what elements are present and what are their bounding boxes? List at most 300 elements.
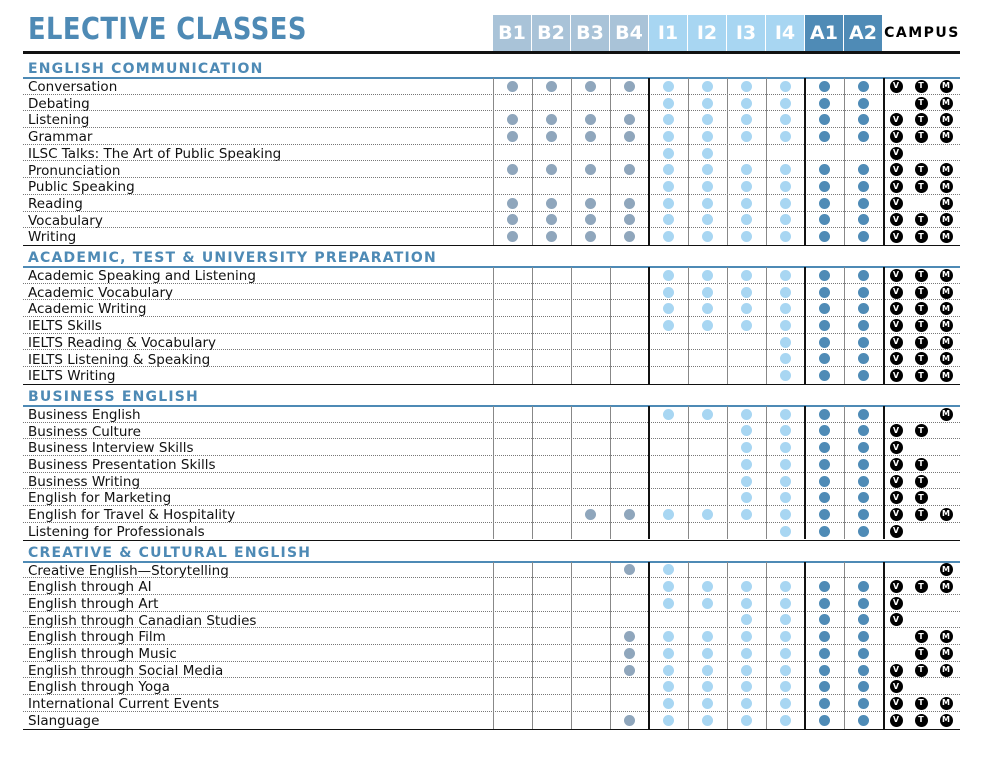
table-row [23,506,960,523]
level-dot-i2 [702,164,713,175]
level-dot-a1 [819,287,830,298]
class-name: English through Music [28,646,177,662]
section-title: BUSINESS ENGLISH [28,388,199,405]
class-name: Conversation [28,79,118,95]
table-row [23,178,960,195]
campus-badge-t: T [915,319,928,332]
level-dot-a2 [858,665,869,676]
level-dot-i3 [741,476,752,487]
level-dot-i4 [780,681,791,692]
level-dot-i2 [702,231,713,242]
column-divider [610,562,611,729]
level-dot-i1 [663,564,674,575]
level-header-i4: I4 [766,15,804,51]
level-dot-i4 [780,214,791,225]
level-dot-b3 [585,509,596,520]
campus-badge-v: V [890,147,903,160]
level-dot-i1 [663,81,674,92]
level-dot-b4 [624,214,635,225]
level-dot-a2 [858,287,869,298]
column-divider [688,562,689,729]
level-dot-a2 [858,181,869,192]
table-row [23,228,960,245]
page-title: ELECTIVE CLASSES [28,12,307,47]
level-dot-a2 [858,581,869,592]
class-name: Business Presentation Skills [28,457,216,473]
level-dot-b4 [624,648,635,659]
section-title: CREATIVE & CULTURAL ENGLISH [28,544,312,561]
class-name: Business Culture [28,423,141,440]
level-dot-i1 [663,270,674,281]
level-header-a2: A2 [844,15,882,51]
level-dot-i1 [663,581,674,592]
level-dot-a1 [819,509,830,520]
campus-badge-v: V [890,213,903,226]
level-dot-i3 [741,598,752,609]
class-name: Writing [28,229,77,246]
table-row [23,162,960,179]
level-dot-i3 [741,681,752,692]
level-dot-i1 [663,303,674,314]
level-dot-a2 [858,337,869,348]
level-dot-a1 [819,648,830,659]
level-dot-i3 [741,459,752,470]
level-dot-i4 [780,287,791,298]
level-dot-b1 [507,231,518,242]
column-divider [571,406,572,540]
column-divider [532,406,533,540]
level-dot-i2 [702,214,713,225]
section-bottom-rule [23,384,960,385]
table-row [23,645,960,662]
level-dot-a1 [819,459,830,470]
level-dot-a1 [819,181,830,192]
level-dot-i4 [780,231,791,242]
campus-badge-m: M [940,563,953,576]
level-dot-i3 [741,181,752,192]
level-dot-i4 [780,492,791,503]
level-dot-a1 [819,303,830,314]
class-name: Public Speaking [28,179,135,196]
campus-badge-v: V [890,230,903,243]
level-dot-i3 [741,715,752,726]
level-dot-a2 [858,598,869,609]
level-dot-a2 [858,164,869,175]
class-name: IELTS Writing [28,368,116,385]
level-dot-a2 [858,698,869,709]
level-dot-a1 [819,614,830,625]
level-dot-i1 [663,214,674,225]
column-divider [883,406,885,540]
level-dot-i3 [741,198,752,209]
column-divider [610,78,611,245]
campus-badge-v: V [890,597,903,610]
column-divider [883,562,885,729]
campus-badge-t: T [915,352,928,365]
campus-badge-t: T [915,508,928,521]
level-dot-a2 [858,476,869,487]
level-dot-a1 [819,715,830,726]
table-row [23,95,960,112]
level-dot-a1 [819,114,830,125]
campus-badge-t: T [915,286,928,299]
table-row [23,628,960,645]
campus-badge-t: T [915,424,928,437]
level-dot-i4 [780,459,791,470]
campus-badge-v: V [890,491,903,504]
campus-badge-v: V [890,80,903,93]
level-dot-i1 [663,598,674,609]
class-name: IELTS Reading & Vocabulary [28,334,217,351]
level-header-b2: B2 [532,15,570,51]
class-name: Debating [28,95,90,112]
campus-badge-t: T [915,80,928,93]
section-bottom-rule [23,540,960,541]
campus-badge-v: V [890,458,903,471]
level-dot-i4 [780,581,791,592]
level-dot-i3 [741,131,752,142]
level-dot-i1 [663,665,674,676]
campus-badge-t: T [915,180,928,193]
level-dot-i4 [780,509,791,520]
column-divider [648,562,650,729]
campus-badge-v: V [890,680,903,693]
campus-badge-v: V [890,613,903,626]
campus-badge-m: M [940,302,953,315]
level-dot-b2 [546,131,557,142]
section-bottom-rule [23,729,960,730]
level-dot-a2 [858,526,869,537]
level-dot-i3 [741,581,752,592]
level-dot-b2 [546,214,557,225]
level-dot-i2 [702,509,713,520]
campus-badge-v: V [890,352,903,365]
column-divider [648,78,650,245]
table-row [23,367,960,384]
section-title: ENGLISH COMMUNICATION [28,61,264,77]
table-row [23,406,960,423]
level-dot-b3 [585,131,596,142]
level-dot-a2 [858,425,869,436]
class-name: IELTS Skills [28,318,102,335]
level-dot-b3 [585,164,596,175]
campus-badge-v: V [890,580,903,593]
campus-badge-v: V [890,424,903,437]
level-dot-i4 [780,698,791,709]
table-row [23,145,960,162]
level-dot-i1 [663,409,674,420]
column-divider [727,406,728,540]
level-dot-i2 [702,303,713,314]
level-dot-b4 [624,114,635,125]
level-dot-i4 [780,631,791,642]
level-dot-i2 [702,409,713,420]
class-name: Academic Speaking and Listening [28,268,256,284]
level-header-i3: I3 [727,15,765,51]
level-dot-b3 [585,114,596,125]
level-dot-i3 [741,81,752,92]
level-dot-i4 [780,442,791,453]
class-name: English through AI [28,579,152,596]
level-dot-i2 [702,665,713,676]
campus-badge-m: M [940,336,953,349]
level-dot-i1 [663,164,674,175]
level-dot-i3 [741,509,752,520]
level-dot-a2 [858,231,869,242]
level-dot-i2 [702,598,713,609]
level-dot-i4 [780,270,791,281]
campus-badge-m: M [940,580,953,593]
column-divider [610,406,611,540]
class-name: English for Marketing [28,490,172,507]
level-dot-i2 [702,131,713,142]
level-dot-i4 [780,181,791,192]
table-row [23,111,960,128]
level-dot-i4 [780,648,791,659]
campus-badge-v: V [890,197,903,210]
level-dot-i1 [663,114,674,125]
column-divider [804,78,806,245]
level-dot-a2 [858,81,869,92]
level-dot-i1 [663,698,674,709]
class-name: Reading [28,195,83,212]
level-dot-b3 [585,198,596,209]
level-dot-i4 [780,320,791,331]
campus-badge-v: V [890,286,903,299]
level-dot-a1 [819,665,830,676]
campus-badge-t: T [915,97,928,110]
campus-badge-v: V [890,508,903,521]
class-name: Business Interview Skills [28,440,194,457]
column-divider [493,267,494,384]
campus-badge-t: T [915,336,928,349]
level-dot-i4 [780,370,791,381]
level-dot-a2 [858,681,869,692]
level-dot-i4 [780,715,791,726]
level-dot-i3 [741,698,752,709]
level-dot-a2 [858,715,869,726]
level-dot-i3 [741,164,752,175]
level-dot-a2 [858,214,869,225]
level-dot-i1 [663,631,674,642]
level-dot-b4 [624,509,635,520]
level-dot-i1 [663,98,674,109]
table-row [23,317,960,334]
level-dot-i2 [702,581,713,592]
table-row [23,128,960,145]
campus-badge-m: M [940,230,953,243]
level-dot-i4 [780,614,791,625]
campus-badge-m: M [940,163,953,176]
campus-badge-m: M [940,213,953,226]
level-dot-i1 [663,320,674,331]
level-dot-i4 [780,81,791,92]
campus-badge-t: T [915,163,928,176]
level-dot-a1 [819,198,830,209]
campus-badge-m: M [940,408,953,421]
level-dot-a1 [819,581,830,592]
column-divider [727,562,728,729]
level-dot-b1 [507,114,518,125]
class-name: English through Social Media [28,662,224,679]
class-name: Business Writing [28,473,141,490]
level-dot-a1 [819,270,830,281]
table-row [23,334,960,351]
campus-badge-v: V [890,302,903,315]
level-dot-a1 [819,631,830,642]
level-dot-i2 [702,681,713,692]
campus-badge-m: M [940,97,953,110]
level-dot-a1 [819,681,830,692]
table-row [23,423,960,440]
campus-badge-v: V [890,269,903,282]
table-row [23,300,960,317]
class-name: English through Art [28,595,159,612]
level-dot-b2 [546,198,557,209]
level-dot-i2 [702,198,713,209]
column-divider [844,267,845,384]
table-row [23,678,960,695]
level-dot-b4 [624,164,635,175]
campus-badge-t: T [915,369,928,382]
header-rule [23,51,960,54]
table-row [23,351,960,368]
level-dot-a1 [819,81,830,92]
table-row [23,523,960,540]
campus-badge-m: M [940,508,953,521]
campus-badge-t: T [915,475,928,488]
campus-badge-t: T [915,664,928,677]
level-dot-a1 [819,164,830,175]
campus-badge-t: T [915,130,928,143]
class-name: Slanguage [28,712,100,729]
level-dot-b4 [624,81,635,92]
class-name: Business English [28,406,141,423]
level-dot-a1 [819,442,830,453]
level-dot-b2 [546,114,557,125]
level-dot-a2 [858,459,869,470]
level-dot-a2 [858,98,869,109]
table-row [23,489,960,506]
level-header-b3: B3 [571,15,609,51]
class-name: ILSC Talks: The Art of Public Speaking [28,145,282,162]
level-dot-i4 [780,98,791,109]
campus-badge-v: V [890,525,903,538]
column-divider [532,267,533,384]
campus-badge-m: M [940,269,953,282]
column-divider [688,406,689,540]
level-dot-i4 [780,598,791,609]
column-divider [804,562,806,729]
campus-badge-t: T [915,302,928,315]
level-dot-b2 [546,81,557,92]
level-dot-b3 [585,81,596,92]
level-dot-a2 [858,631,869,642]
level-dot-a2 [858,114,869,125]
level-dot-i1 [663,181,674,192]
level-dot-i4 [780,303,791,314]
column-divider [571,562,572,729]
level-dot-b3 [585,231,596,242]
level-dot-i3 [741,665,752,676]
level-dot-a1 [819,98,830,109]
column-divider [883,78,885,245]
level-dot-i4 [780,353,791,364]
table-row [23,456,960,473]
class-name: English through Film [28,629,166,646]
campus-badge-m: M [940,286,953,299]
level-dot-i4 [780,409,791,420]
column-divider [804,406,806,540]
table-row [23,695,960,712]
level-dot-a1 [819,231,830,242]
level-dot-i3 [741,614,752,625]
level-dot-i4 [780,476,791,487]
class-name: International Current Events [28,696,220,713]
level-header-b4: B4 [610,15,648,51]
level-dot-i2 [702,698,713,709]
level-dot-i1 [663,287,674,298]
level-dot-a2 [858,320,869,331]
campus-header: CAMPUS [884,25,960,41]
level-dot-b4 [624,715,635,726]
level-dot-b1 [507,164,518,175]
level-header-a1: A1 [805,15,843,51]
level-dot-i4 [780,337,791,348]
campus-badge-t: T [915,647,928,660]
level-dot-i2 [702,270,713,281]
table-row [23,612,960,629]
level-dot-i4 [780,114,791,125]
level-dot-i3 [741,492,752,503]
level-dot-i2 [702,715,713,726]
level-dot-a1 [819,425,830,436]
level-dot-b2 [546,231,557,242]
table-row [23,78,960,95]
level-dot-a1 [819,526,830,537]
column-divider [766,267,767,384]
column-divider [648,406,650,540]
level-dot-i3 [741,270,752,281]
level-dot-i2 [702,287,713,298]
campus-badge-t: T [915,269,928,282]
table-row [23,195,960,212]
campus-badge-m: M [940,714,953,727]
campus-badge-v: V [890,475,903,488]
level-dot-b1 [507,131,518,142]
class-name: Grammar [28,129,93,146]
level-dot-i3 [741,114,752,125]
level-dot-i3 [741,425,752,436]
level-dot-i1 [663,681,674,692]
level-dot-a1 [819,698,830,709]
campus-badge-m: M [940,630,953,643]
level-dot-b1 [507,81,518,92]
column-divider [648,267,650,384]
table-row [23,267,960,284]
level-dot-i3 [741,98,752,109]
level-dot-a2 [858,648,869,659]
column-divider [766,406,767,540]
campus-badge-m: M [940,697,953,710]
campus-badge-t: T [915,113,928,126]
table-row [23,595,960,612]
column-divider [688,267,689,384]
level-dot-i4 [780,164,791,175]
level-dot-i3 [741,231,752,242]
level-dot-i1 [663,648,674,659]
table-row [23,712,960,729]
